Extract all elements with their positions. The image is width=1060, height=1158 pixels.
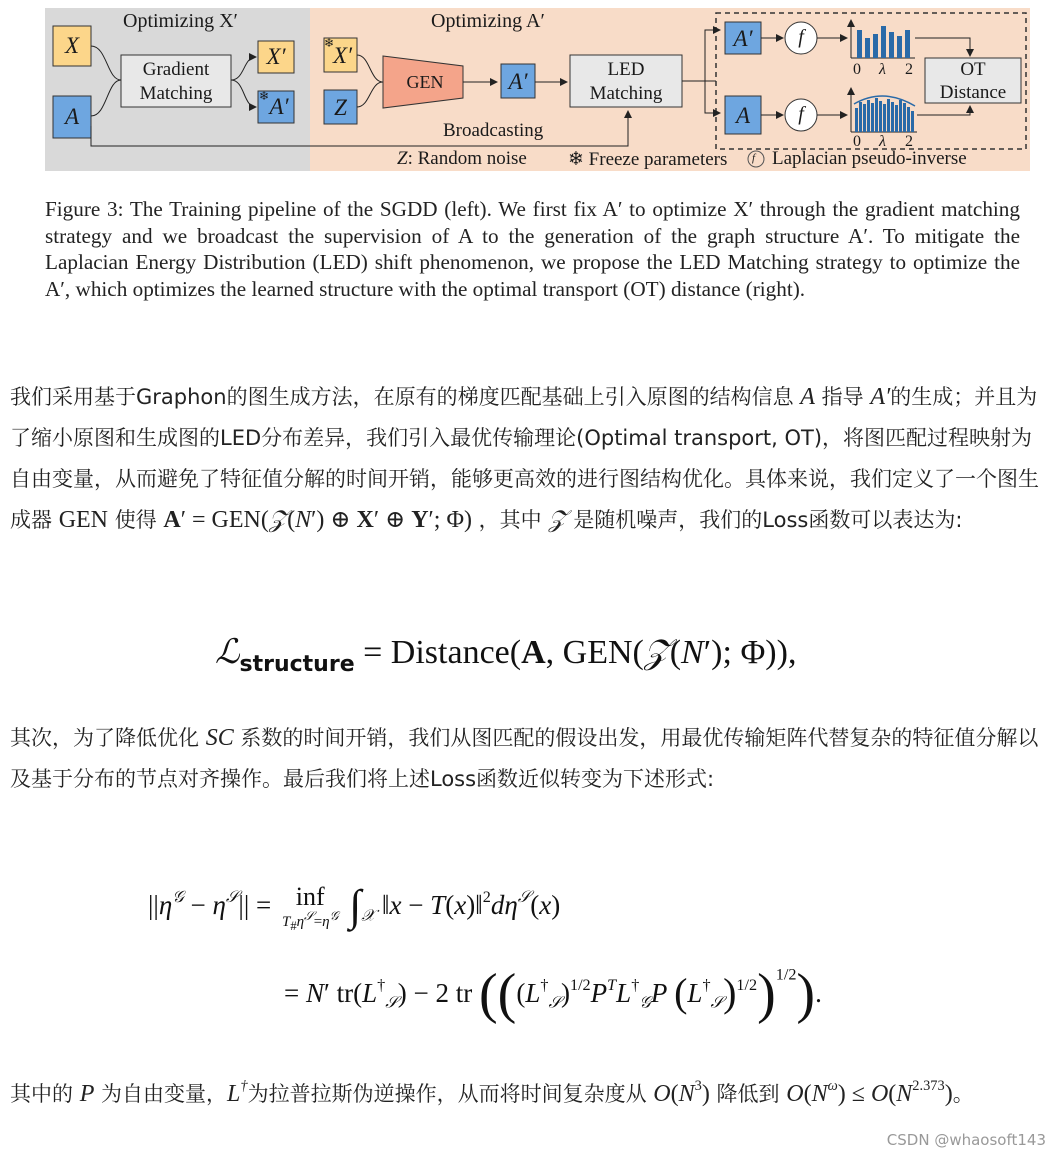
p1-text-b: 指导 (821, 385, 864, 409)
f-top-label: f (798, 26, 804, 48)
f-bottom-label: f (798, 103, 804, 125)
gen-output-a-prime-label: A′ (508, 69, 528, 94)
p1-text-c: 的生成；并且为了缩小原图和生成图的LED分布差异，我们引入最优传输理论(Optimal transport, OT)，将图匹配过程映射为自由变量，从而避免了特征值分解的时间开销，能够更高效的进行图结构优化。具体来说，我们定义了一个图生成器 (10, 385, 1039, 532)
math-o-n3: $O(N^3)$ (653, 1078, 710, 1107)
paragraph-2 (10, 718, 1052, 800)
math-o-n-omega: $O(N^\omega) \le O(N^{2.373})$ (786, 1078, 953, 1107)
p3-text-e: 。 (952, 1082, 974, 1106)
p2-text-b: 系数的时间开销，我们从图匹配的假设出发，用最优传输矩阵代替复杂的特征值分解以及基于分布的节点对齐操作。最后我们将上述Loss函数近似转变为下述形式: (10, 726, 1039, 791)
input-a-label: A (64, 104, 80, 129)
math-p: P (79, 1081, 95, 1107)
p2-text-a: 其次，为了降低优化 (10, 726, 199, 750)
legend-laplacian: Laplacian pseudo-inverse (772, 148, 967, 169)
watermark: CSDN @whaosoft143 (886, 1131, 1046, 1149)
p3-text-c: 为拉普拉斯伪逆操作，从而将时间复杂度从 (247, 1082, 647, 1106)
math-gen-definition: A′ = GEN(𝒵(N′) ⊕ X′ ⊕ Y′; Φ) (163, 507, 472, 533)
math-gen: GEN (58, 507, 109, 533)
ot-distance-label: OT Distance (939, 59, 1007, 103)
p1-text-e: ，其中 (478, 508, 542, 532)
p3-text-d: 降低到 (716, 1082, 780, 1106)
legend-noise: Z: Random noise (397, 148, 527, 169)
tick-zero-top: 0 (853, 61, 861, 78)
equation-structure-loss: ℒ$_{structure}$ = Distance(A, GEN(𝒵(N′); Φ)), (215, 634, 797, 677)
right-a-label: A (735, 103, 751, 128)
output-a-prime-label: A′ (269, 94, 289, 119)
led-matching-label: LED Matching (589, 59, 663, 104)
p3-text-a: 其中的 (10, 1082, 73, 1106)
gradient-matching-label: Gradient Matching (139, 59, 213, 104)
right-a-prime-label: A′ (733, 26, 753, 51)
noise-z-label: Z (334, 95, 347, 120)
freeze-icon: ❄ (259, 89, 270, 103)
figure-caption (45, 196, 1020, 302)
equation-ot-line2: = N′ $tr(L^\dagger_𝒮) - 2$ tr (($(L^\dagger_𝒮)^{1/2}P^TL^\dagger_𝒢P$ $(L^\dagger_𝒮)^{1/2})^{1/2}$). (284, 963, 822, 1025)
section-title-left: Optimizing X′ (123, 10, 238, 32)
section-title-middle: Optimizing A′ (431, 10, 545, 32)
tick-lambda-top: λ (879, 61, 886, 78)
paragraph-3 (10, 1074, 1052, 1115)
tick-two-bottom: 2 (905, 133, 913, 150)
pipeline-figure (45, 8, 1030, 174)
tick-lambda-bottom: λ (879, 133, 886, 150)
paragraph-1 (10, 377, 1052, 541)
p1-text-d: 使得 (114, 508, 157, 532)
input-x-label: X (64, 33, 80, 58)
freeze-icon: ❄ (324, 36, 335, 50)
broadcasting-label: Broadcasting (443, 120, 544, 141)
tick-zero-bottom: 0 (853, 133, 861, 150)
math-a-prime: A′ (870, 384, 891, 410)
math-z: 𝒵 (548, 507, 567, 533)
p1-text-f: 是随机噪声，我们的Loss函数可以表达为: (573, 508, 963, 532)
frozen-x-prime-label: X′ (332, 43, 353, 68)
tick-two-top: 2 (905, 61, 913, 78)
caption-text: Figure 3: The Training pipeline of the SGDD (left). We first fix A′ to optimize X′ through the gradient matching strategy and we broadcast the supervision of A to the generation of the graph structure A′. To mitigate the Laplacian Energy Distribution (LED) shift phenomenon, we propose the LED Matching strategy to optimize the A′, which optimizes the learned structure with the optimal transport (OT) distance (right). (45, 197, 1020, 301)
math-a: A (800, 384, 815, 410)
p3-text-b: 为自由变量， (101, 1082, 228, 1106)
output-x-prime-label: X′ (266, 44, 286, 69)
legend-freeze: ❄ Freeze parameters (568, 149, 728, 170)
math-sc: SC (205, 725, 234, 751)
math-l-dagger: L† (227, 1078, 248, 1107)
legend-f-symbol: f (752, 152, 756, 164)
gen-label: GEN (406, 72, 444, 92)
equation-ot-line1: $||\eta^𝒢 - \eta^𝒮||$ = inf $T_{\#}\eta^𝒮=\eta^𝒢$ $\int_𝒳$ ‖x − $T(x)‖^2d\eta^𝒮(x)$ (148, 881, 561, 933)
p1-text-a: 我们采用基于Graphon的图生成方法，在原有的梯度匹配基础上引入原图的结构信息 (10, 385, 794, 409)
